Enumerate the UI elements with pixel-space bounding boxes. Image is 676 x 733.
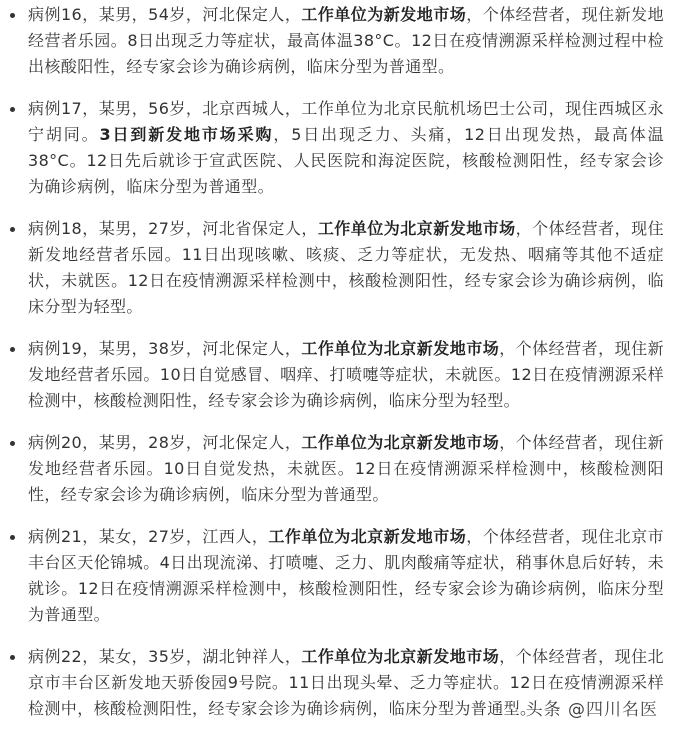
case-highlight: 工作单位为新发地市场 — [301, 5, 467, 24]
bullet-icon — [10, 227, 15, 232]
case-text-part: 病例20，某男，28岁，河北保定人， — [28, 433, 302, 452]
case-item-17 — [0, 96, 676, 200]
case-item-16 — [0, 2, 676, 80]
case-highlight: 工作单位为北京新发地市场 — [317, 219, 516, 238]
case-highlight: 工作单位为北京新发地市场 — [301, 647, 500, 666]
case-item-18 — [0, 216, 676, 320]
case-text-part: ，个体经营者，现住北京市丰台区天伦锦城。4日出现流涕、打喷嚏、乏力、肌肉酸痛等症状，稍事休息后好转，未就诊。12日在疫情溯源采样检测中，核酸检测阳性，经专家会诊为确诊病例，临床分型为普通型。 — [28, 527, 664, 624]
case-text-part: 病例17，某男，56岁，北京西城人，工作单位为北京民航机场巴士公司，现住西城区永宁胡同。 — [28, 99, 664, 144]
bullet-icon — [10, 347, 15, 352]
case-text-part: 病例22，某女，35岁，湖北钟祥人， — [28, 647, 302, 666]
watermark: 头条 @四川名医 — [525, 700, 658, 720]
case-text-part: 病例21，某女，27岁，江西人， — [28, 527, 269, 546]
case-text-part: 病例19，某男，38岁，河北保定人， — [28, 339, 302, 358]
bullet-icon — [10, 535, 15, 540]
bullet-icon — [10, 655, 15, 660]
case-highlight: 工作单位为北京新发地市场 — [268, 527, 467, 546]
case-text-part: ，个体经营者，现住新发地经营者乐园。10日自觉感冒、咽痒、打喷嚏等症状，未就医。12日在疫情溯源采样检测中，核酸检测阳性，经专家会诊为确诊病例，临床分型为轻型。 — [28, 339, 664, 410]
case-text-part: ，个体经营者，现住新发地经营者乐园。8日出现乏力等症状，最高体温38°C。12日在疫情溯源采样检测过程中检出核酸阳性，经专家会诊为确诊病例，临床分型为普通型。 — [28, 5, 664, 76]
case-highlight: 工作单位为北京新发地市场 — [301, 339, 500, 358]
case-text-part: ，个体经营者，现住新发地经营者乐园。10日自觉发热，未就医。12日在疫情溯源采样检测中，核酸检测阳性，经专家会诊为确诊病例，临床分型为普通型。 — [28, 433, 664, 504]
case-highlight: 工作单位为北京新发地市场 — [301, 433, 500, 452]
bullet-icon — [10, 441, 15, 446]
case-text-part: ，个体经营者，现住北京市丰台区新发地天骄俊园9号院。11日出现头晕、乏力等症状。12日在疫情溯源采样检测中，核酸检测阳性，经专家会诊为确诊病例，临床分型为普通型。 — [28, 647, 664, 718]
case-text-part: 病例18，某男，27岁，河北省保定人， — [28, 219, 318, 238]
bullet-icon — [10, 107, 15, 112]
case-text-part: 病例16，某男，54岁，河北保定人， — [28, 5, 302, 24]
case-list — [0, 2, 676, 722]
case-item-21 — [0, 524, 676, 628]
case-highlight: 3日到新发地市场采购 — [99, 125, 274, 144]
case-item-20 — [0, 430, 676, 508]
case-text-part: ，个体经营者，现住新发地经营者乐园。11日出现咳嗽、咳痰、乏力等症状，无发热、咽痛等其他不适症状，未就医。12日在疫情溯源采样检测中，核酸检测阳性，经专家会诊为确诊病例，临床分型为轻型。 — [28, 219, 664, 316]
case-text-part: ，5日出现乏力、头痛，12日出现发热，最高体温38°C。12日先后就诊于宣武医院、人民医院和海淀医院，核酸检测阳性，经专家会诊为确诊病例，临床分型为普通型。 — [28, 125, 664, 196]
case-item-19 — [0, 336, 676, 414]
bullet-icon — [10, 13, 15, 18]
